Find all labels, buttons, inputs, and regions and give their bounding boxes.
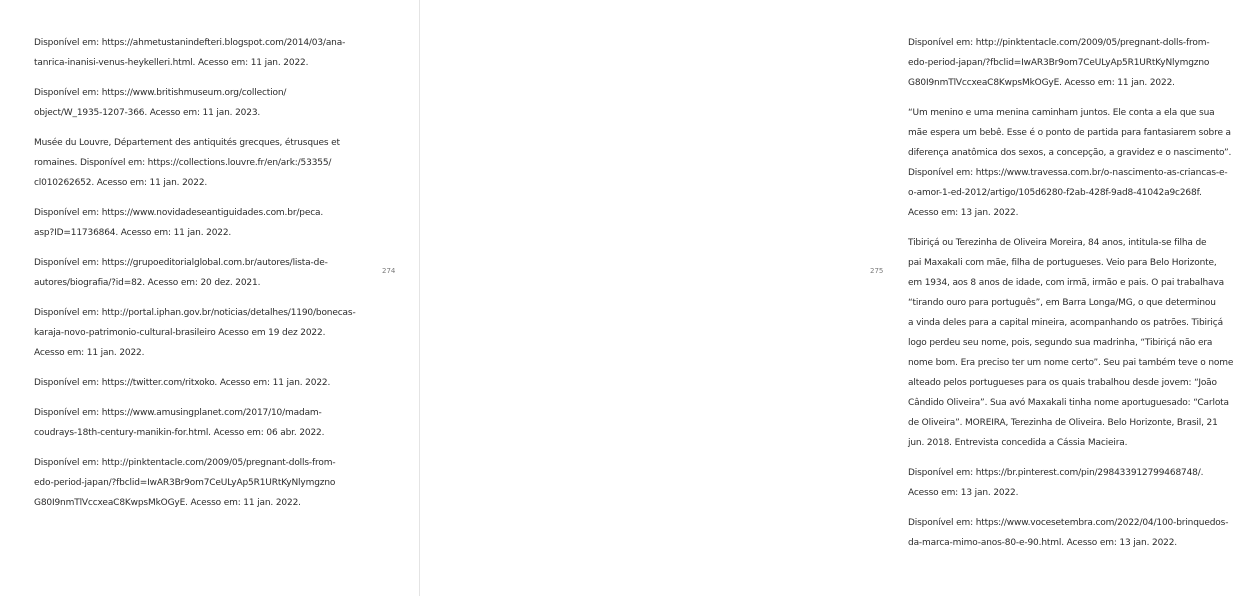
text-line: Disponível em: https://twitter.com/ritxoko. Acesso em: 11 jan. 2022. (34, 378, 331, 388)
right-page-references (908, 33, 1233, 563)
reference-paragraph (34, 373, 354, 393)
text-line: Acesso em: 11 jan. 2022. (34, 348, 145, 358)
reference-paragraph (908, 103, 1230, 223)
text-line: Disponível em: https://ahmetustanindefteri.blogspot.com/2014/03/ana- (34, 38, 346, 48)
text-line: Disponível em: https://www.britishmuseum.org/collection/ (34, 88, 287, 98)
left-page (0, 0, 419, 596)
text-line: edo-period-japan/?fbclid=IwAR3Br9om7CeULyAp5R1URtKyNlymgzno (908, 58, 1210, 68)
page-number-right: 275 (870, 267, 884, 275)
text-line: romaines. Disponível em: https://collections.louvre.fr/en/ark:/53355/ (34, 158, 332, 168)
reference-paragraph (908, 463, 1230, 503)
text-line: Disponível em: http://portal.iphan.gov.br/noticias/detalhes/1190/bonecas- (34, 308, 356, 318)
text-line: coudrays-18th-century-manikin-for.html. Acesso em: 06 abr. 2022. (34, 428, 325, 438)
text-line: Disponível em: https://www.travessa.com.br/o-nascimento-as-criancas-e- (908, 168, 1228, 178)
text-line: G80I9nmTlVccxeaC8KwpsMkOGyE. Acesso em: 11 jan. 2022. (34, 498, 301, 508)
text-line: alteado pelos portugueses para os quais trabalhou desde jovem: “João (908, 378, 1217, 388)
text-line: Disponível em: https://grupoeditorialglobal.com.br/autores/lista-de- (34, 258, 328, 268)
text-line: asp?ID=11736864. Acesso em: 11 jan. 2022. (34, 228, 232, 238)
text-line: Disponível em: http://pinktentacle.com/2009/05/pregnant-dolls-from- (34, 458, 336, 468)
text-line: Disponível em: https://www.amusingplanet.com/2017/10/madam- (34, 408, 322, 418)
text-line: a vinda deles para a capital mineira, acompanhando os patrões. Tibiriçá (908, 318, 1223, 328)
text-line: G80I9nmTlVccxeaC8KwpsMkOGyE. Acesso em: 11 jan. 2022. (908, 78, 1175, 88)
text-line: pai Maxakali com mãe, filha de portugueses. Veio para Belo Horizonte, (908, 258, 1217, 268)
page-number-left: 274 (382, 267, 396, 275)
text-line: jun. 2018. Entrevista concedida a Cássia Macieira. (908, 438, 1128, 448)
text-line: o-amor-1-ed-2012/artigo/105d6280-f2ab-428f-9ad8-41042a9c268f. (908, 188, 1202, 198)
reference-paragraph (34, 83, 354, 123)
text-line: autores/biografia/?id=82. Acesso em: 20 dez. 2021. (34, 278, 261, 288)
text-line: edo-period-japan/?fbclid=IwAR3Br9om7CeULyAp5R1URtKyNlymgzno (34, 478, 336, 488)
text-line: Disponível em: https://br.pinterest.com/pin/298433912799468748/. (908, 468, 1204, 478)
text-line: nome bom. Era preciso ter um nome certo”. Seu pai também teve o nome (908, 358, 1233, 368)
reference-paragraph (908, 233, 1233, 453)
reference-paragraph (908, 33, 1230, 93)
reference-paragraph (34, 133, 354, 193)
text-line: Disponível em: https://www.vocesetembra.com/2022/04/100-brinquedos- (908, 518, 1229, 528)
text-line: Tibiriçá ou Terezinha de Oliveira Moreira, 84 anos, intitula-se filha de (908, 238, 1207, 248)
text-line: da-marca-mimo-anos-80-e-90.html. Acesso em: 13 jan. 2022. (908, 538, 1178, 548)
left-page-references (34, 33, 354, 523)
reference-paragraph (34, 453, 354, 513)
text-line: “Um menino e uma menina caminham juntos. Ele conta a ela que sua (908, 108, 1215, 118)
reference-paragraph (34, 303, 354, 363)
text-line: diferença anatômica dos sexos, a concepção, a gravidez e o nascimento”. (908, 148, 1232, 158)
text-line: Disponível em: http://pinktentacle.com/2009/05/pregnant-dolls-from- (908, 38, 1210, 48)
text-line: object/W_1935-1207-366. Acesso em: 11 jan. 2023. (34, 108, 261, 118)
text-line: mãe espera um bebê. Esse é o ponto de partida para fantasiarem sobre a (908, 128, 1231, 138)
text-line: Musée du Louvre, Département des antiquités grecques, étrusques et (34, 138, 340, 148)
text-line: Disponível em: https://www.novidadeseantiguidades.com.br/peca. (34, 208, 324, 218)
text-line: de Oliveira”. MOREIRA, Terezinha de Oliveira. Belo Horizonte, Brasil, 21 (908, 418, 1218, 428)
text-line: karaja-novo-patrimonio-cultural-brasileiro Acesso em 19 dez 2022. (34, 328, 326, 338)
text-line: logo perdeu seu nome, pois, segundo sua madrinha, “Tibiriçá não era (908, 338, 1213, 348)
text-line: Acesso em: 13 jan. 2022. (908, 208, 1019, 218)
reference-paragraph (908, 513, 1230, 553)
text-line: “tirando ouro para português”, em Barra Longa/MG, o que determinou (908, 298, 1216, 308)
text-line: Acesso em: 13 jan. 2022. (908, 488, 1019, 498)
text-line: cl010262652. Acesso em: 11 jan. 2022. (34, 178, 208, 188)
reference-paragraph (34, 33, 354, 73)
reference-paragraph (34, 403, 354, 443)
text-line: Cândido Oliveira”. Sua avó Maxakali tinha nome aportuguesado: “Carlota (908, 398, 1229, 408)
text-line: tanrica-inanisi-venus-heykelleri.html. Acesso em: 11 jan. 2022. (34, 58, 309, 68)
reference-paragraph (34, 203, 354, 243)
reference-paragraph (34, 253, 354, 293)
text-line: em 1934, aos 8 anos de idade, com irmã, irmão e pais. O pai trabalhava (908, 278, 1224, 288)
right-page (420, 0, 1233, 596)
